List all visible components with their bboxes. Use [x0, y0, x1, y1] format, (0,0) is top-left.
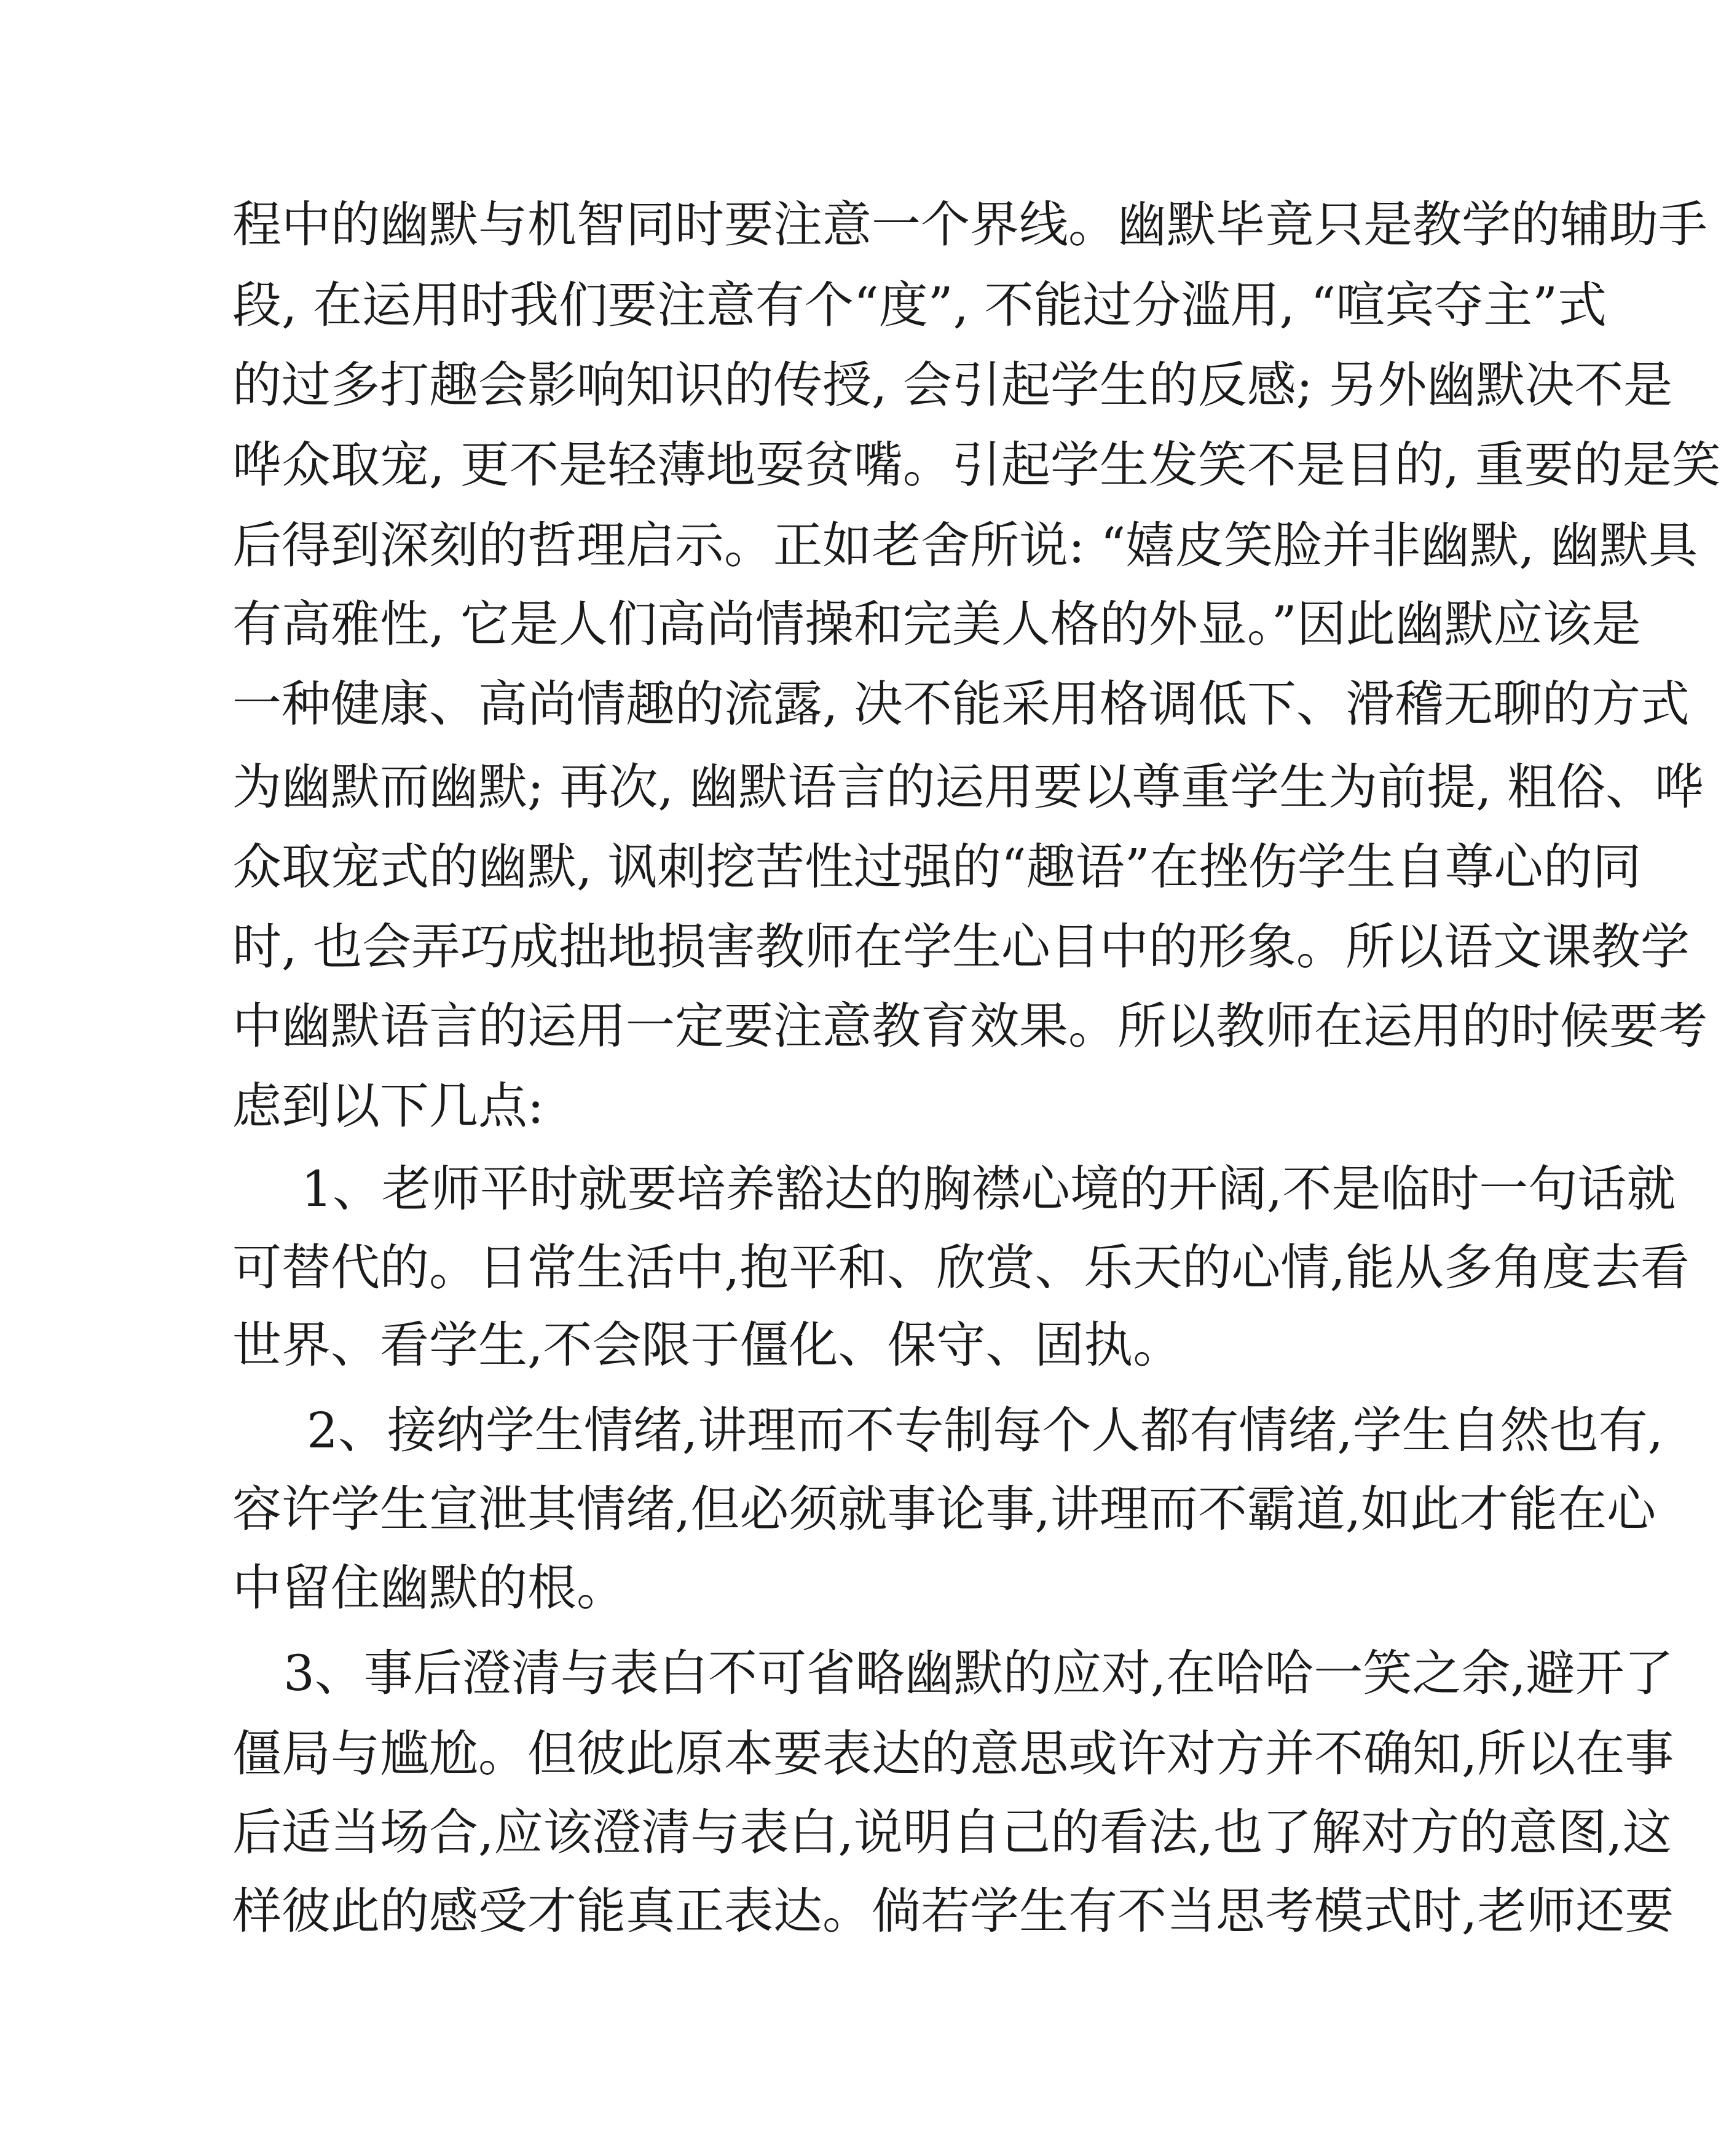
- text-line: 哗众取宠, 更不是轻薄地耍贫嘴。引起学生发笑不是目的, 重要的是笑: [232, 436, 1721, 494]
- text-line: 可替代的。日常生活中,抱平和、欣赏、乐天的心情,能从多角度去看: [232, 1239, 1690, 1296]
- list-item-2-line: 2、接纳学生情绪,讲理而不专制每个人都有情绪,学生自然也有,: [307, 1402, 1664, 1459]
- text-line: 虑到以下几点:: [232, 1077, 544, 1135]
- text-line: 段, 在运用时我们要注意有个“度”, 不能过分滥用, “喧宾夺主”式: [232, 277, 1607, 334]
- text-line: 后得到深刻的哲理启示。正如老舍所说: “嬉皮笑脸并非幽默, 幽默具: [232, 517, 1698, 574]
- text-line: 中幽默语言的运用一定要注意教育效果。所以教师在运用的时候要考: [232, 997, 1707, 1055]
- text-line: 的过多打趣会影响知识的传授, 会引起学生的反感; 另外幽默决不是: [232, 356, 1673, 414]
- text-line: 样彼此的感受才能真正表达。倘若学生有不当思考模式时,老师还要: [232, 1883, 1674, 1940]
- text-line: 时, 也会弄巧成拙地损害教师在学生心目中的形象。所以语文课教学: [232, 918, 1690, 975]
- text-line: 众取宠式的幽默, 讽刺挖苦性过强的“趣语”在挫伤学生自尊心的同: [232, 838, 1642, 895]
- text-line: 后适当场合,应该澄清与表白,说明自己的看法,也了解对方的意图,这: [232, 1804, 1672, 1861]
- text-line: 容许学生宣泄其情绪,但必须就事论事,讲理而不霸道,如此才能在心: [232, 1481, 1656, 1538]
- text-line: 为幽默而幽默; 再次, 幽默语言的运用要以尊重学生为前提, 粗俗、哗: [232, 758, 1704, 816]
- list-item-3-line: 3、事后澄清与表白不可省略幽默的应对,在哈哈一笑之余,避开了: [283, 1645, 1674, 1702]
- text-line: 中留住幽默的根。: [232, 1559, 626, 1616]
- text-line: 一种健康、高尚情趣的流露, 决不能采用格调低下、滑稽无聊的方式: [232, 675, 1690, 733]
- text-line: 有高雅性, 它是人们高尚情操和完美人格的外显。”因此幽默应该是: [232, 596, 1641, 653]
- text-line: 程中的幽默与机智同时要注意一个界线。幽默毕竟只是教学的辅助手: [232, 196, 1707, 253]
- text-line: 世界、看学生,不会限于僵化、保守、固执。: [232, 1316, 1183, 1374]
- list-item-1-line: 1、老师平时就要培养豁达的胸襟心境的开阔,不是临时一句话就: [301, 1160, 1676, 1218]
- text-line: 僵局与尴尬。但彼此原本要表达的意思或许对方并不确知,所以在事: [232, 1725, 1674, 1782]
